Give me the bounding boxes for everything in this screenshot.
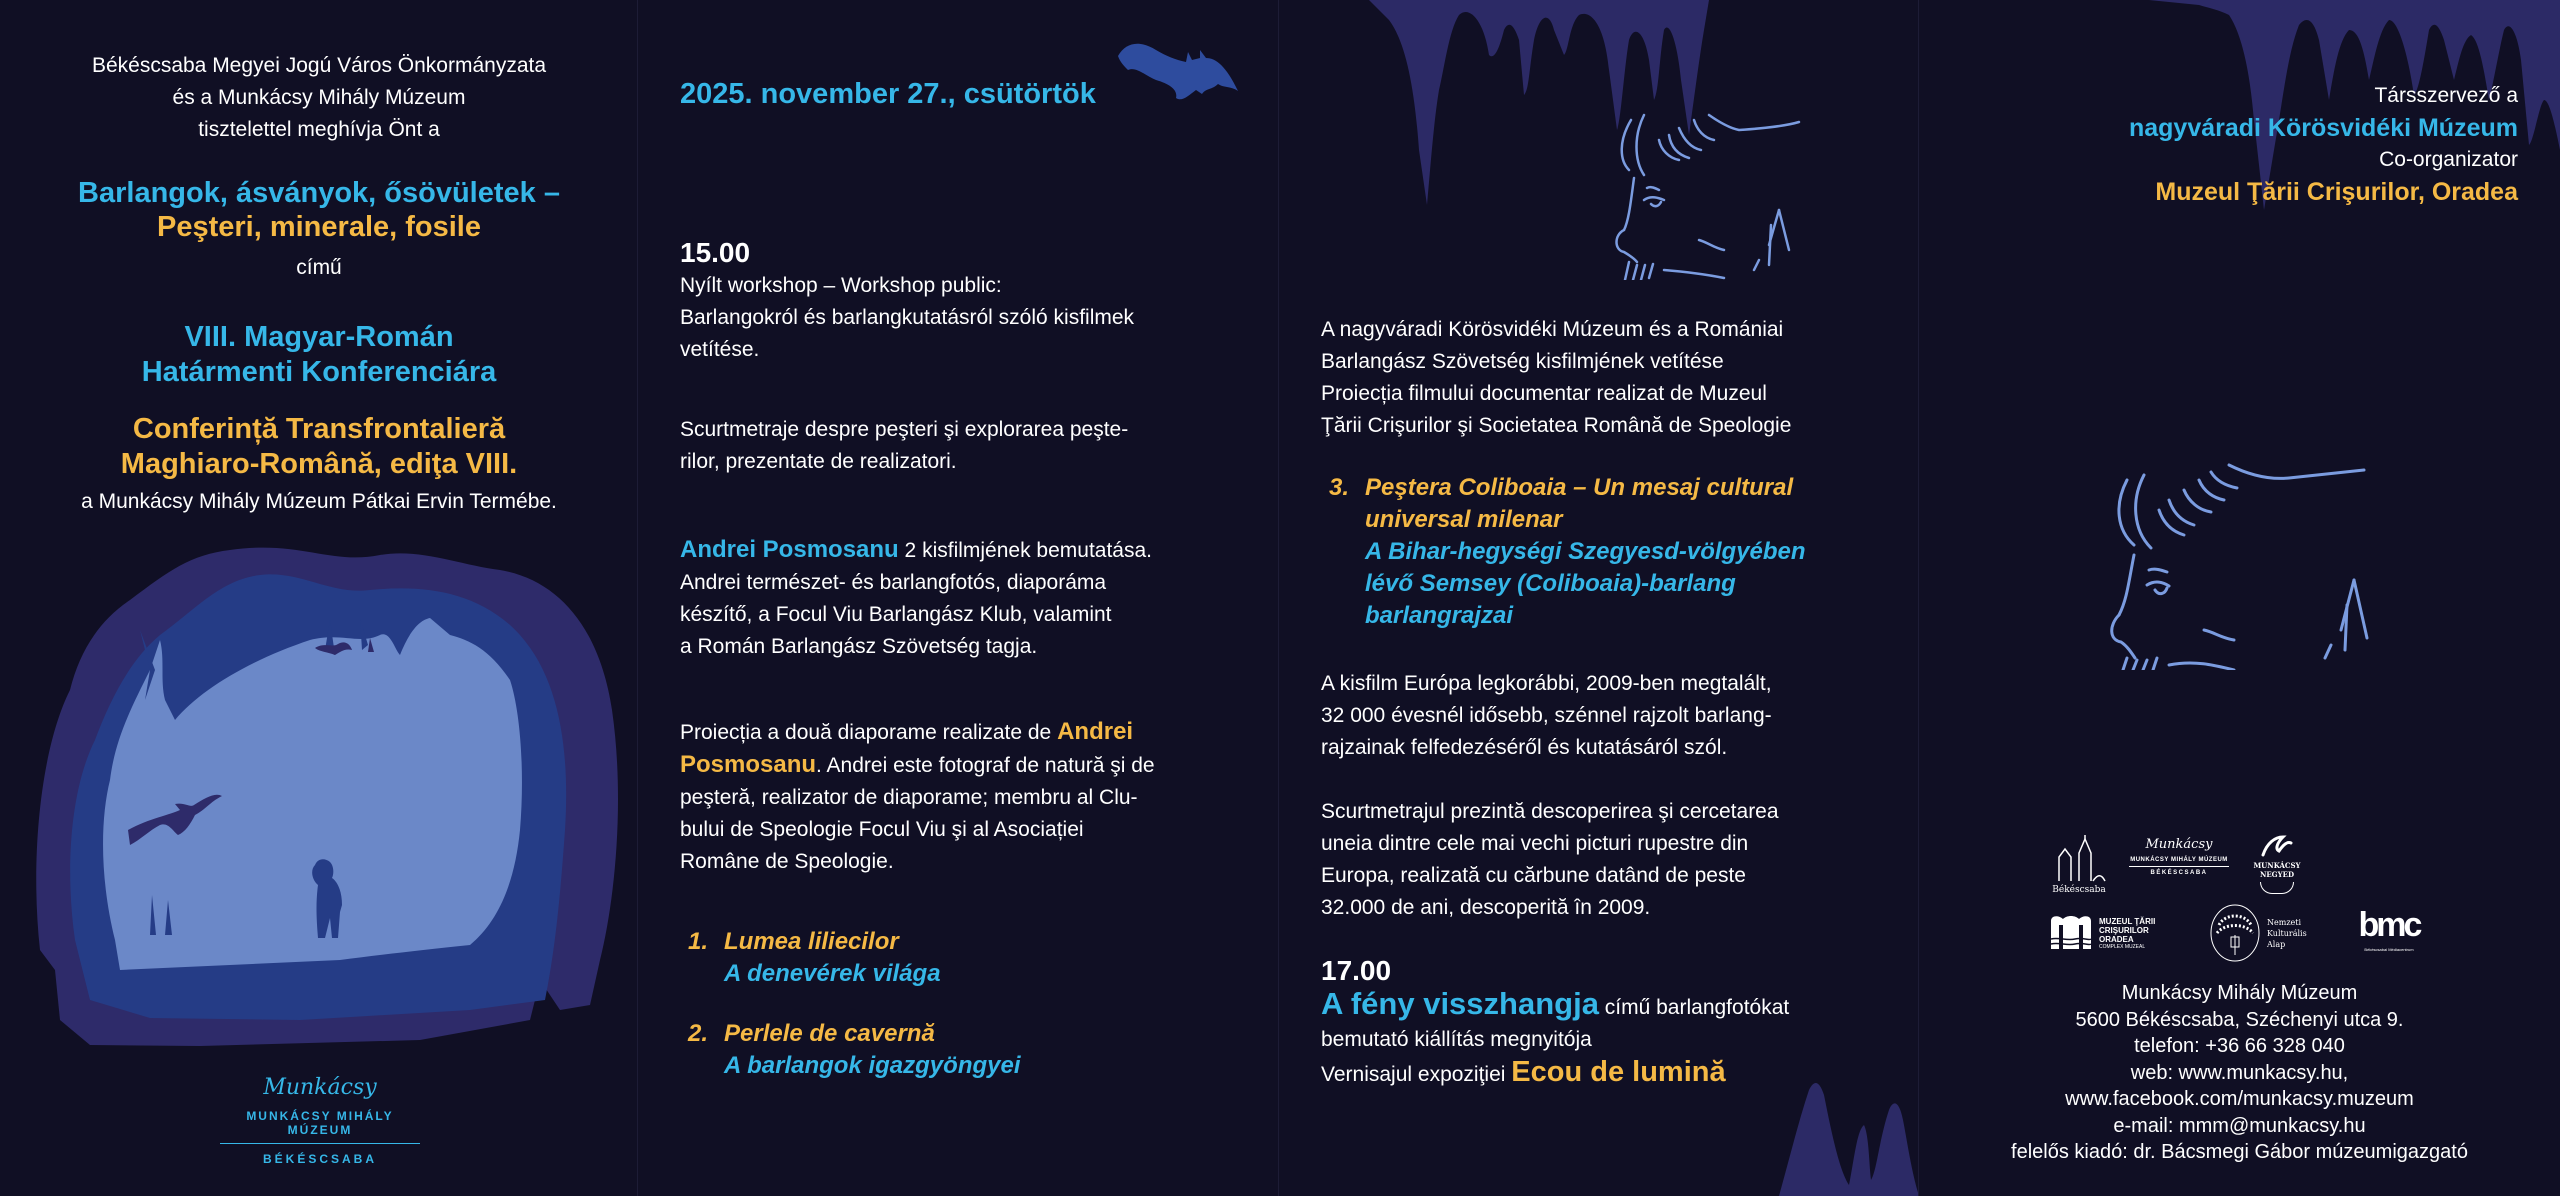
partner-logos — [1919, 825, 2560, 975]
panel-invitation — [0, 0, 638, 1196]
exhibition-name-hu: A fény visszhangja — [1321, 986, 1599, 1021]
logo-label: MUNKÁCSY NEGYED — [2253, 861, 2301, 879]
venue-text: a Munkácsy Mihály Múzeum Pátkai Ervin Termébe. — [81, 490, 557, 513]
co-organizers — [2129, 80, 2518, 208]
bmc-icon: bmc — [2358, 906, 2420, 944]
signature-icon: Munkácsy — [263, 1075, 377, 1100]
program-block-posmosanu-hu — [680, 534, 1240, 663]
block-line: Barlangász Szövetség kisfilmjének vetítése — [1321, 350, 1724, 373]
film-title-ro: universal milenar — [1365, 506, 1563, 533]
logo-nka — [2209, 903, 2329, 963]
block-line: bemutató kiállítás megnyitója — [1321, 1028, 1592, 1051]
block-line: vetítése. — [680, 338, 760, 361]
film-title-ro: Perlele de cavernă — [724, 1020, 935, 1047]
bat-icon — [1116, 36, 1240, 106]
contact-web: web: www.munkacsy.hu, — [2130, 1061, 2349, 1084]
panel-program-2 — [1279, 0, 1919, 1196]
logo-label: MUZEUL ŢĂRII CRIŞURILOR ORADEA — [2099, 916, 2156, 944]
panel-organizers — [1919, 0, 2560, 1196]
contact-phone: telefon: +36 66 328 040 — [2134, 1035, 2345, 1057]
block-line: uneia dintre cele mai vechi picturi rupestre din — [1321, 832, 1749, 855]
block-line: . Andrei este fotograf de natură şi de — [816, 754, 1155, 777]
block-line: című barlangfotókat — [1598, 996, 1790, 1019]
exhibition-title — [0, 176, 638, 244]
co-org-label-ro: Co-organizator — [2379, 148, 2518, 171]
block-line: 2 kisfilmjének bemutatása. — [898, 539, 1153, 562]
film-title-ro: Lumea liliecilor — [724, 928, 899, 955]
block-line: Scurtmetrajul prezintă descoperirea şi cercetarea — [1321, 800, 1779, 823]
block-line: 32 000 évesnél idősebb, szénnel rajzolt barlang- — [1321, 704, 1772, 727]
contact-address: 5600 Békéscsaba, Széchenyi utca 9. — [2075, 1008, 2404, 1031]
film-number: 3. — [1329, 474, 1350, 501]
logo-name: MUNKÁCSY MIHÁLY MÚZEUM — [220, 1109, 420, 1144]
block-line: Scurtmetraje despre peşteri şi explorarea peşte- — [680, 418, 1129, 441]
signature-icon: Munkácsy — [2145, 837, 2213, 852]
co-org-name-ro: Muzeul Ţării Crişurilor, Oradea — [2155, 178, 2518, 206]
logo-city: BÉKÉSCSABA — [262, 1152, 377, 1166]
presenter-name: Posmosanu — [680, 751, 817, 778]
museum-logo — [200, 1075, 440, 1166]
block-line: peşteră, realizator de diaporame; membru al Clu- — [680, 786, 1138, 809]
brush-stroke-icon — [2257, 833, 2297, 859]
film-title-ro: Peştera Coliboaia – Un mesaj cultural — [1365, 474, 1794, 501]
logo-label: MUNKÁCSY MIHÁLY MÚZEUM — [2129, 857, 2229, 867]
conference-line: Határmenti Konferenciára — [141, 356, 497, 388]
film-number: 2. — [688, 1020, 709, 1047]
logo-bmc — [2344, 903, 2434, 952]
film-title-hu: A Bihar-hegységi Szegyesd-völgyében — [1365, 538, 1806, 565]
intro-line: tisztelettel meghívja Önt a — [198, 118, 440, 141]
m-waves-icon — [2049, 913, 2093, 953]
logo-sublabel: BÉKÉSCSABA — [2150, 870, 2208, 876]
block-line: Ţării Crişurilor şi Societatea Română de Speologie — [1321, 414, 1792, 437]
film-description-ro — [1321, 796, 1901, 924]
film-item-2 — [688, 1018, 1021, 1082]
contact-museum-name: Munkácsy Mihály Múzeum — [2121, 982, 2358, 1004]
time-1500: 15.00 — [680, 237, 751, 268]
program-block-ro — [680, 414, 1240, 478]
block-line: Proiecția a două diaporame realizate de — [680, 721, 1058, 744]
invitation-intro — [0, 50, 638, 146]
block-line: Nyílt workshop – Workshop public: — [680, 274, 1002, 297]
conference-title-ro — [0, 412, 638, 482]
block-line: Proiecția filmului documentar realizat de Muzeul — [1321, 382, 1767, 405]
stalagmites-illustration — [1779, 1070, 1919, 1196]
block-line: Barlangokról és barlangkutatásról szóló kisfilmek — [680, 306, 1135, 329]
film-number: 1. — [688, 928, 709, 955]
projection-intro — [1321, 314, 1901, 442]
bison-drawing-icon — [1589, 100, 1809, 280]
title-ro: Peşteri, minerale, fosile — [157, 211, 481, 243]
conference-line: VIII. Magyar-Román — [184, 321, 454, 353]
logo-sublabel: Békéscsabai Médiacentrum — [2364, 947, 2414, 952]
block-line: a Román Barlangász Szövetség tagja. — [680, 635, 1038, 658]
logo-sublabel: COMPLEX MUZEAL — [2099, 943, 2146, 950]
block-line: Vernisajul expoziţiei — [1321, 1063, 1512, 1086]
film-title-hu: lévő Semsey (Coliboaia)-barlang — [1365, 570, 1736, 597]
logo-muzeul-tarii-crisurilor — [2049, 913, 2179, 953]
block-line: Andrei természet- és barlangfotós, diaporáma — [680, 571, 1107, 594]
conference-line: Maghiaro-Română, ediţa VIII. — [120, 448, 518, 480]
cave-illustration — [0, 540, 638, 1080]
film-description-hu — [1321, 668, 1901, 764]
circle-arc-icon — [2260, 882, 2294, 894]
church-towers-icon — [2049, 835, 2109, 883]
program-block-1500 — [680, 236, 1240, 366]
contact-facebook: www.facebook.com/munkacsy.muzeum — [2065, 1088, 2414, 1110]
logo-text — [2099, 917, 2177, 950]
conference-line: Conferință Transfrontalieră — [132, 413, 506, 445]
block-line: készítő, a Focul Viu Barlangász Klub, valamint — [680, 603, 1112, 626]
exhibition-name-ro: Ecou de lumină — [1511, 1056, 1726, 1088]
cimu-label: című — [296, 256, 342, 279]
film-title-hu: barlangrajzai — [1365, 602, 1514, 629]
contact-publisher: felelős kiadó: dr. Bácsmegi Gábor múzeumigazgató — [2011, 1141, 2468, 1163]
panel-program-1 — [638, 0, 1279, 1196]
time-1700: 17.00 — [1321, 955, 1392, 986]
bison-drawing-icon — [2099, 420, 2399, 670]
block-line: rajzainak felfedezéséről és kutatásáról szól. — [1321, 736, 1728, 759]
film-item-1 — [688, 926, 941, 990]
logo-label: Békéscsaba — [2052, 885, 2106, 895]
logo-bekescsaba — [2044, 835, 2114, 895]
film-item-3 — [1329, 472, 1806, 632]
co-org-label-hu: Társszervező a — [2374, 84, 2518, 107]
block-line: rilor, prezentate de realizatori. — [680, 450, 957, 473]
film-title-hu: A denevérek világa — [724, 960, 941, 987]
block-line: A nagyváradi Körösvidéki Múzeum és a Romániai — [1321, 318, 1784, 341]
logo-label: Nemzeti Kulturális Alap — [2267, 917, 2307, 949]
intro-line: Békéscsaba Megyei Jogú Város Önkormányzata — [91, 54, 547, 77]
film-title-hu: A barlangok igazgyöngyei — [724, 1052, 1021, 1079]
event-date: 2025. november 27., csütörtök — [680, 78, 1096, 110]
tree-crest-icon — [2209, 903, 2261, 963]
title-hu: Barlangok, ásványok, ősövületek – — [78, 177, 560, 209]
presenter-name: Andrei Posmosanu — [680, 536, 899, 563]
contact-email: e-mail: mmm@munkacsy.hu — [2113, 1114, 2366, 1137]
block-line: Române de Speologie. — [680, 850, 894, 873]
block-line: bului de Speologie Focul Viu şi al Asociației — [680, 818, 1084, 841]
program-block-posmosanu-ro — [680, 716, 1240, 878]
block-line: Europa, realizată cu cărbune datând de peste — [1321, 864, 1746, 887]
block-line: A kisfilm Európa legkorábbi, 2009-ben megtalált, — [1321, 672, 1772, 695]
logo-munkacsy-museum — [2129, 837, 2229, 876]
block-line: 32.000 de ani, descoperită în 2009. — [1321, 896, 1651, 919]
co-org-name-hu: nagyváradi Körösvidéki Múzeum — [2128, 114, 2518, 142]
presenter-name: Andrei — [1057, 718, 1134, 745]
logo-munkacsy-negyed — [2237, 833, 2317, 894]
contact-info — [1919, 980, 2560, 1166]
conference-title-hu — [0, 320, 638, 390]
intro-line: és a Munkácsy Mihály Múzeum — [172, 86, 466, 109]
